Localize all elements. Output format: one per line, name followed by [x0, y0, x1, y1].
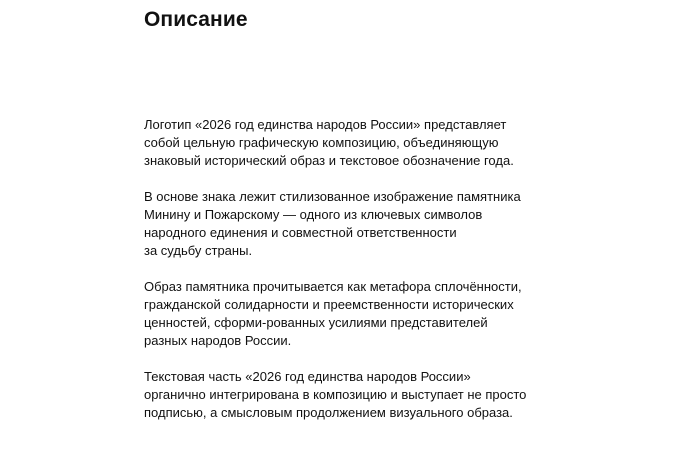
paragraph-line: собой цельную графическую композицию, объединяющую [144, 135, 499, 150]
paragraph-2 [144, 188, 564, 260]
paragraph-line: ценностей, сформи-рованных усилиями представителей [144, 315, 488, 330]
paragraph-line: Минину и Пожарскому — одного из ключевых символов [144, 207, 483, 222]
paragraph-line: разных народов России. [144, 333, 292, 348]
paragraph-line: гражданской солидарности и преемственности исторических [144, 297, 514, 312]
paragraph-line: Образ памятника прочитывается как метафора сплочённости, [144, 279, 522, 294]
paragraph-line: органично интегрирована в композицию и выступает не просто [144, 387, 527, 402]
paragraph-line: Логотип «2026 год единства народов России» представляет [144, 117, 507, 132]
paragraph-3 [144, 278, 564, 350]
paragraph-line: знаковый исторический образ и текстовое обозначение года. [144, 153, 514, 168]
paragraph-line: народного единения и совместной ответственности [144, 225, 457, 240]
paragraph-4 [144, 368, 564, 422]
paragraph-line: подписью, а смысловым продолжением визуального образа. [144, 405, 513, 420]
paragraph-line: за судьбу страны. [144, 243, 253, 258]
paragraph-1 [144, 116, 564, 170]
paragraph-line: Текстовая часть «2026 год единства народов России» [144, 369, 471, 384]
paragraph-line: В основе знака лежит стилизованное изображение памятника [144, 189, 521, 204]
description-body [144, 116, 564, 440]
page-title: Описание [144, 8, 248, 31]
